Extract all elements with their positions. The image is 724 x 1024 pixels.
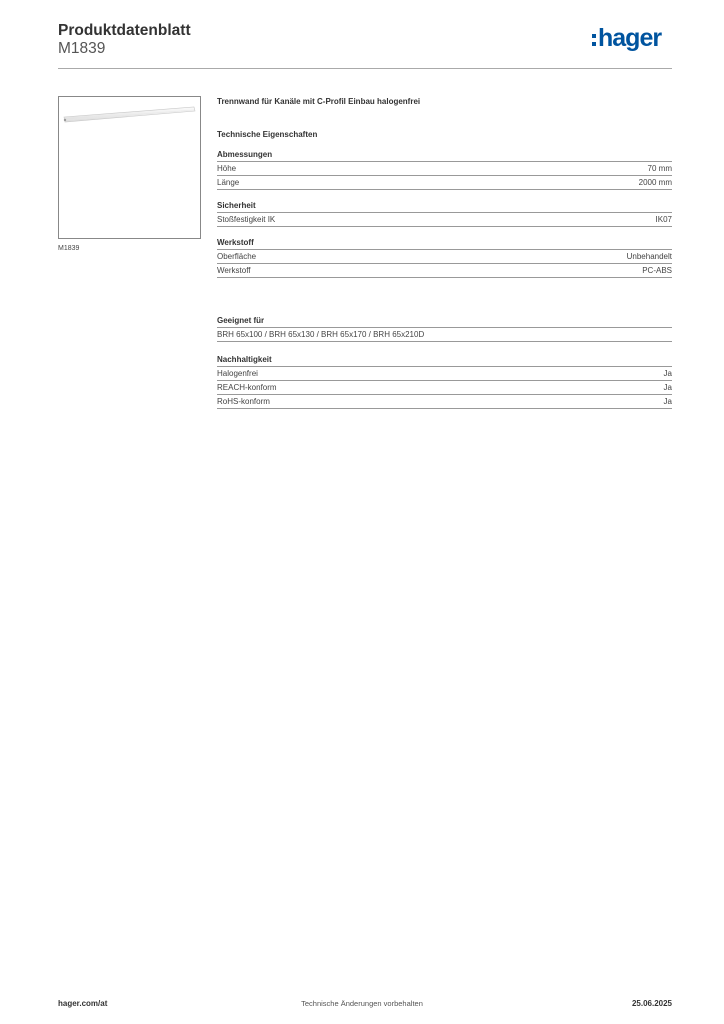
spec-row — [217, 264, 672, 278]
suitable-row — [217, 328, 672, 342]
spec-row — [217, 381, 672, 395]
footer-date: 25.06.2025 — [631, 999, 672, 1008]
spec-label: Höhe — [217, 164, 237, 173]
spec-label: Halogenfrei — [217, 369, 258, 378]
page-title: Produktdatenblatt — [58, 22, 191, 39]
spec-value: PC-ABS — [642, 266, 672, 275]
footer-note: Technische Änderungen vorbehalten — [301, 999, 423, 1008]
group-title-material: Werkstoff — [217, 237, 672, 250]
spec-row — [217, 395, 672, 409]
product-name: Trennwand für Kanäle mit C-Profil Einbau halogenfrei — [217, 97, 421, 106]
spec-value: Ja — [663, 383, 672, 392]
spec-label: Oberfläche — [217, 252, 257, 261]
spec-label: Länge — [217, 178, 240, 187]
spec-value: 2000 mm — [638, 178, 672, 187]
spec-label: RoHS-konform — [217, 397, 270, 406]
spec-value: Ja — [663, 397, 672, 406]
article-number: M1839 — [58, 40, 106, 57]
spec-value: 70 mm — [647, 164, 672, 173]
technical-properties-heading: Technische Eigenschaften — [217, 130, 318, 139]
group-title-sustainability: Nachhaltigkeit — [217, 354, 672, 367]
group-title-suitable-for: Geeignet für — [217, 315, 672, 328]
spec-value: IK07 — [655, 215, 672, 224]
logo-colon-icon — [592, 34, 596, 46]
header-divider — [58, 68, 672, 69]
product-image — [59, 97, 200, 238]
image-caption: M1839 — [58, 245, 80, 252]
spec-row — [217, 213, 672, 227]
spec-row — [217, 367, 672, 381]
logo-text: hager — [598, 24, 662, 52]
spec-label: Stoßfestigkeit IK — [217, 215, 276, 224]
product-image-frame — [58, 96, 201, 239]
spec-value: Unbehandelt — [626, 252, 672, 261]
footer-website: hager.com/at — [58, 999, 108, 1008]
spec-label: REACH-konform — [217, 383, 277, 392]
suitable-text: BRH 65x100 / BRH 65x130 / BRH 65x170 / BRH 65x210D — [217, 330, 425, 339]
spec-row — [217, 162, 672, 176]
spec-row — [217, 250, 672, 264]
spec-value: Ja — [663, 369, 672, 378]
group-title-dimensions: Abmessungen — [217, 149, 672, 162]
spec-label: Werkstoff — [217, 266, 251, 275]
specifications — [217, 96, 672, 409]
group-title-safety: Sicherheit — [217, 200, 672, 213]
hager-logo — [592, 26, 661, 51]
spec-row — [217, 176, 672, 190]
